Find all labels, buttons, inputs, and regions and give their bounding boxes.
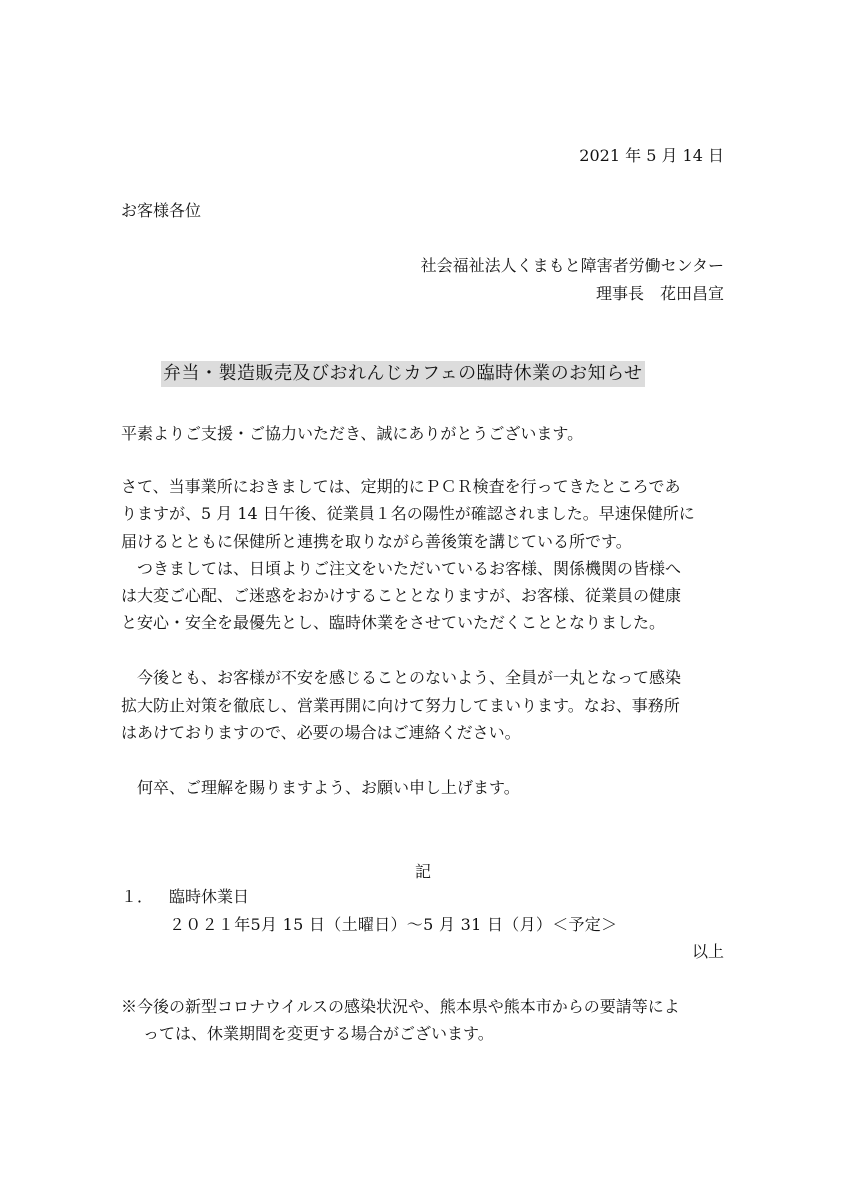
body-line: りますが、5 月 14 日午後、従業員１名の陽性が確認されました。早速保健所に bbox=[121, 504, 695, 523]
greeting-paragraph: 平素よりご支援・ご協力いただき、誠にありがとうございます。 bbox=[121, 424, 584, 443]
body-line: はあけておりますので、必要の場合はご連絡ください。 bbox=[121, 723, 521, 742]
record-heading: 記 bbox=[415, 862, 432, 881]
salutation: お客様各位 bbox=[121, 201, 202, 220]
sender-representative: 理事長 花田昌宣 bbox=[595, 284, 724, 303]
record-item-label: 臨時休業日 bbox=[169, 887, 250, 906]
record-item-number: １． bbox=[121, 887, 154, 906]
body-line: 届けるとともに保健所と連携を取りながら善後策を講じている所です。 bbox=[121, 532, 632, 551]
note-line: ※今後の新型コロナウイルスの感染状況や、熊本県や熊本市からの要請等によ bbox=[121, 997, 680, 1016]
notice-title: 弁当・製造販売及びおれんじカフェの臨時休業のお知らせ bbox=[161, 361, 645, 387]
record-item-value: ２０２１年5月 15 日（土曜日）～5 月 31 日（月）＜予定＞ bbox=[169, 915, 618, 934]
body-line: 拡大防止対策を徹底し、営業再開に向けて努力してまいります。なお、事務所 bbox=[121, 696, 680, 715]
body-line: は大変ご心配、ご迷惑をおかけすることとなりますが、お客様、従業員の健康 bbox=[121, 586, 682, 605]
record-end-mark: 以上 bbox=[691, 942, 724, 961]
body-line: つきましては、日頃よりご注文をいただいているお客様、関係機関の皆様へ bbox=[121, 559, 682, 578]
closing-line: 何卒、ご理解を賜りますよう、お願い申し上げます。 bbox=[121, 778, 520, 797]
note-line: っては、休業期間を変更する場合がございます。 bbox=[143, 1024, 494, 1043]
sender-organization: 社会福祉法人くまもと障害者労働センター bbox=[420, 256, 724, 275]
body-line: 今後とも、お客様が不安を感じることのないよう、全員が一丸となって感染 bbox=[121, 668, 682, 687]
document-date: 2021 年 5 月 14 日 bbox=[579, 146, 724, 165]
body-line: と安心・安全を最優先とし、臨時休業をさせていただくこととなりました。 bbox=[121, 613, 666, 632]
body-line: さて、当事業所におきましては、定期的にＰＣＲ検査を行ってきたところであ bbox=[121, 477, 681, 496]
